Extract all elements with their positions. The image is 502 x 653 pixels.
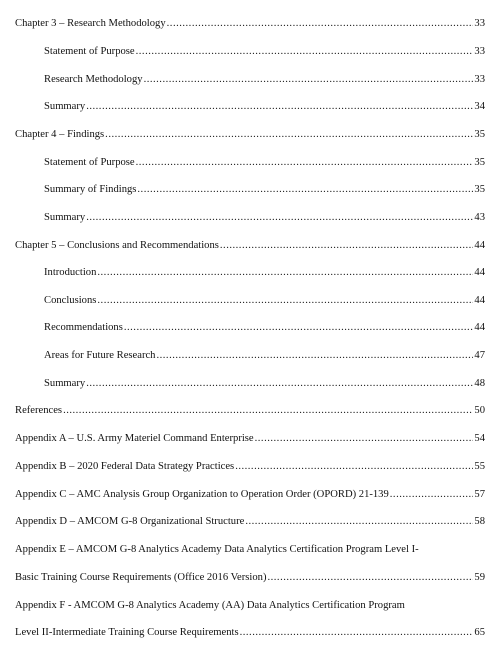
dot-leader	[136, 45, 474, 59]
toc-page-number: 33	[474, 46, 485, 57]
toc-entry-statement-of-purpose[interactable]	[44, 45, 485, 59]
dot-leader	[167, 17, 474, 31]
toc-label: Summary	[44, 378, 86, 389]
dot-leader	[156, 349, 473, 363]
toc-label: Chapter 3 – Research Methodology	[15, 18, 166, 29]
toc-label: Summary of Findings	[44, 184, 137, 195]
toc-page-number: 33	[474, 74, 485, 85]
toc-label: Statement of Purpose	[44, 157, 135, 168]
dot-leader	[137, 183, 473, 197]
toc-label: Basic Training Course Requirements (Office 2016 Version)	[15, 572, 267, 583]
toc-entry-areas-for-future-research[interactable]	[44, 349, 485, 363]
dot-leader	[136, 156, 474, 170]
dot-leader	[63, 404, 473, 418]
toc-entry-chapter-3[interactable]	[15, 17, 485, 31]
dot-leader	[86, 377, 473, 391]
toc-page-number: 44	[474, 322, 485, 333]
toc-entry-research-methodology[interactable]	[44, 73, 485, 87]
toc-entry-chapter-5[interactable]	[15, 239, 485, 253]
dot-leader	[86, 100, 473, 114]
dot-leader	[240, 626, 474, 640]
toc-page-number: 48	[474, 378, 485, 389]
dot-leader	[124, 321, 474, 335]
dot-leader	[235, 460, 473, 474]
toc-page-number: 44	[474, 295, 485, 306]
toc-entry-summary[interactable]	[44, 211, 485, 225]
toc-label: Appendix D – AMCOM G-8 Organizational Structure	[15, 516, 245, 527]
toc-entry-conclusions[interactable]	[44, 294, 485, 308]
toc-label: Appendix C – AMC Analysis Group Organization to Operation Order (OPORD) 21-139	[15, 489, 389, 500]
toc-page-number: 59	[474, 572, 485, 583]
toc-entry-chapter-4[interactable]	[15, 128, 485, 142]
toc-label: Statement of Purpose	[44, 46, 135, 57]
toc-entry-references[interactable]	[15, 404, 485, 418]
toc-entry-appendix-f[interactable]	[15, 626, 485, 640]
toc-page-number: 43	[474, 212, 485, 223]
dot-leader	[220, 239, 474, 253]
toc-label: Areas for Future Research	[44, 350, 156, 361]
dot-leader	[390, 488, 474, 502]
toc-page-number: 44	[474, 267, 485, 278]
toc-page-number: 35	[474, 157, 485, 168]
toc-entry-appendix-d[interactable]	[15, 515, 485, 529]
toc-page-number: 54	[474, 433, 485, 444]
toc-label: Chapter 4 – Findings	[15, 129, 105, 140]
toc-page-number: 55	[474, 461, 485, 472]
toc-label: Introduction	[44, 267, 97, 278]
dot-leader	[144, 73, 474, 87]
toc-entry-introduction[interactable]	[44, 266, 485, 280]
dot-leader	[97, 266, 473, 280]
toc-entry-summary[interactable]	[44, 377, 485, 391]
toc-entry-summary-of-findings[interactable]	[44, 183, 485, 197]
toc-label: Chapter 5 – Conclusions and Recommendations	[15, 240, 219, 251]
toc-page-number: 50	[474, 405, 485, 416]
toc-page-number: 44	[474, 240, 485, 251]
toc-label: Research Methodology	[44, 74, 143, 85]
toc-label: References	[15, 405, 63, 416]
toc-entry-appendix-c[interactable]	[15, 488, 485, 502]
dot-leader	[255, 432, 474, 446]
toc-label: Conclusions	[44, 295, 97, 306]
toc-entry-appendix-e-line-1[interactable]: Appendix E – AMCOM G-8 Analytics Academy Data Analytics Certification Program Level I-	[15, 544, 419, 555]
toc-label: Appendix A – U.S. Army Materiel Command Enterprise	[15, 433, 254, 444]
toc-page-number: 35	[474, 129, 485, 140]
toc-label: Appendix B – 2020 Federal Data Strategy Practices	[15, 461, 235, 472]
toc-entry-appendix-f-line-1[interactable]: Appendix F - AMCOM G-8 Analytics Academy (AA) Data Analytics Certification Program	[15, 600, 405, 611]
toc-page-number: 65	[474, 627, 485, 638]
toc-entry-recommendations[interactable]	[44, 321, 485, 335]
toc-label: Summary	[44, 212, 86, 223]
toc-entry-appendix-e[interactable]	[15, 571, 485, 585]
toc-page-number: 33	[474, 18, 485, 29]
dot-leader	[97, 294, 473, 308]
toc-entry-appendix-b[interactable]	[15, 460, 485, 474]
toc-page-number: 34	[474, 101, 485, 112]
dot-leader	[86, 211, 473, 225]
dot-leader	[245, 515, 473, 529]
toc-label: Level II-Intermediate Training Course Requirements	[15, 627, 239, 638]
toc-entry-summary[interactable]	[44, 100, 485, 114]
toc-label: Recommendations	[44, 322, 123, 333]
toc-label: Summary	[44, 101, 86, 112]
dot-leader	[267, 571, 473, 585]
toc-page-number: 58	[474, 516, 485, 527]
toc-page-number: 57	[474, 489, 485, 500]
toc-page-number: 47	[474, 350, 485, 361]
dot-leader	[105, 128, 473, 142]
toc-entry-statement-of-purpose[interactable]	[44, 156, 485, 170]
toc-page-number: 35	[474, 184, 485, 195]
toc-entry-appendix-a[interactable]	[15, 432, 485, 446]
